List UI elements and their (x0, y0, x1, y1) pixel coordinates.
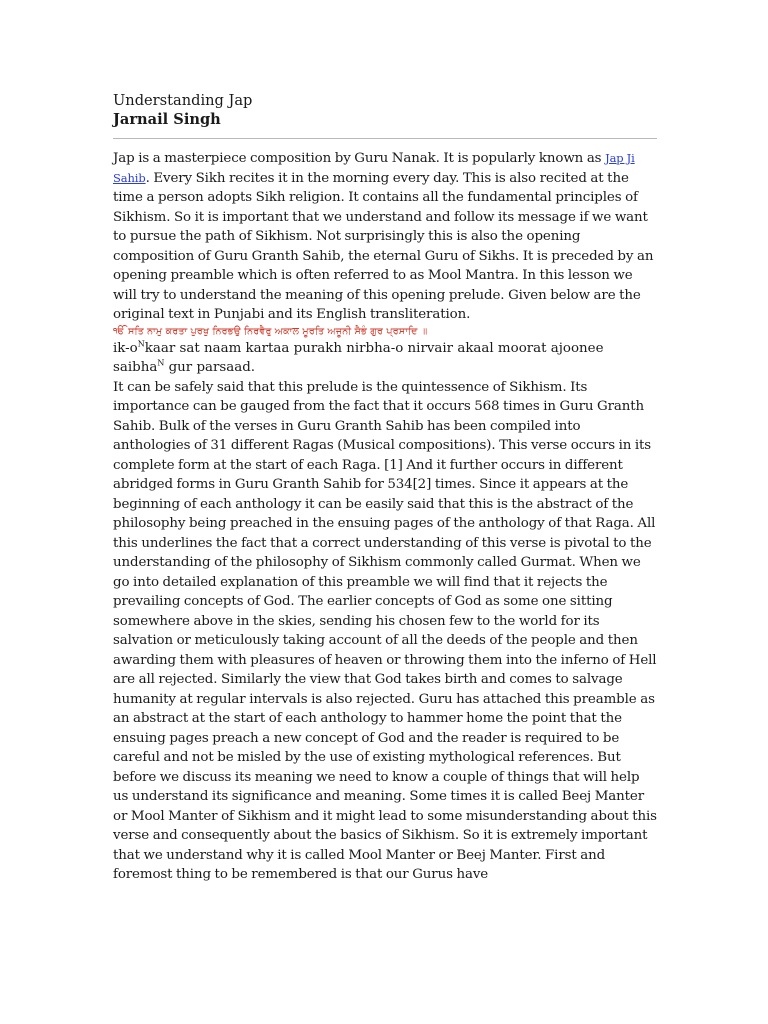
translit-part-1: ik-o (113, 340, 138, 356)
intro-text-before-link: Jap is a masterpiece composition by Guru Nanak. It is popularly known as (113, 151, 606, 166)
intro-text-after-link: . Every Sikh recites it in the morning every day. This is also recited at the time a person adopts Sikh religion. It contains all the fundamental principles of Sikhism. So it is important that we understand and follow its message if we want to pursue the path of Sikhism. Not surprisingly this is also the opening composition of Guru Granth Sahib, the eternal Guru of Sikhs. It is preceded by an opening preamble which is often referred to as Mool Mantra. In this lesson we will try to understand the meaning of this opening prelude. Given below are the original text in Punjabi and its English transliteration. (113, 170, 654, 322)
translit-part-3: gur parsaad. (164, 360, 256, 375)
intro-paragraph (113, 149, 657, 325)
jap-ji-sahib-link[interactable]: Jap Ji Sahib (113, 151, 635, 185)
transliteration (113, 339, 657, 378)
translit-sup-1: N (137, 339, 145, 349)
author-name: Jarnail Singh (113, 111, 221, 128)
document-page (113, 92, 657, 885)
body-paragraph: It can be safely said that this prelude is the quintessence of Sikhism. Its importance can be gauged from the fact that it occurs 568 times in Guru Granth Sahib. Bulk of the verses in Guru Granth Sahib has been compiled into anthologies of 31 different Ragas (Musical compositions). This verse occurs in its complete form at the start of each Raga. [1] And it further occurs in different abridged forms in Guru Granth Sahib for 534[2] times. Since it appears at the beginning of each anthology it can be easily said that this is the abstract of the philosophy being preached in the ensuing pages of the anthology of that Raga. All this underlines the fact that a correct understanding of this verse is pivotal to the understanding of the philosophy of Sikhism commonly called Gurmat. When we go into detailed explanation of this preamble we will find that it rejects the prevailing concepts of God. The earlier concepts of God as some one sitting somewhere above in the skies, sending his chosen few to the world for its salvation or meticulously taking account of all the deeds of the people and then awarding them with pleasures of heaven or throwing them into the inferno of Hell are all rejected. Similarly the view that God takes birth and comes to salvage humanity at regular intervals is also rejected. Guru has attached this preamble as an abstract at the start of each anthology to hammer home the point that the ensuing pages preach a new concept of God and the reader is required to be careful and not be misled by the use of existing mythological references. But before we discuss its meaning we need to know a couple of things that will help us understand its significance and meaning. Some times it is called Beej Manter or Mool Manter of Sikhism and it might lead to some misunderstanding about this verse and consequently about the basics of Sikhism. So it is extremely important that we understand why it is called Mool Manter or Beej Manter. First and foremost thing to be remembered is that our Gurus have (113, 379, 657, 882)
header-divider (113, 138, 657, 139)
gurmukhi-verse: ੴ ਸਤਿ ਨਾਮੁ ਕਰਤਾ ਪੁਰਖੁ ਨਿਰਭਉ ਨਿਰਵੈਰੁ ਅਕਾਲ ਮੂਰਤਿ ਅਜੂਨੀ ਸੈਭੰ ਗੁਰ ਪ੍ਰਸਾਦਿ ॥ (113, 325, 428, 337)
translit-part-2: kaar sat naam kartaa purakh nirbha-o nirvair akaal moorat ajoonee saibha (113, 340, 604, 375)
translit-sup-2: N (157, 358, 165, 368)
document-title: Understanding Jap (113, 92, 253, 109)
